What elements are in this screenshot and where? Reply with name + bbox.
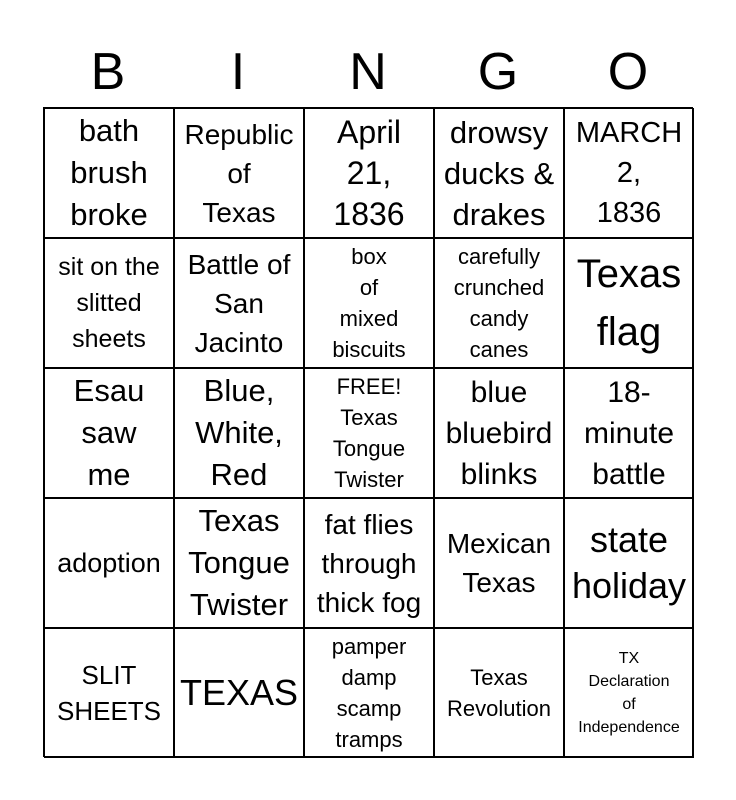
bingo-cell[interactable]: 18- minute battle <box>564 368 694 498</box>
bingo-cell[interactable]: TX Declaration of Independence <box>564 628 694 758</box>
bingo-cell[interactable]: TEXAS <box>174 628 304 758</box>
bingo-cell[interactable]: Texas Tongue Twister <box>174 498 304 628</box>
header-letter-b: B <box>90 43 126 101</box>
bingo-grid <box>43 107 693 757</box>
header-letter-n: N <box>349 43 387 101</box>
header-letter-o: O <box>607 43 649 101</box>
bingo-cell[interactable]: Battle of San Jacinto <box>174 238 304 368</box>
bingo-cell[interactable]: Republic of Texas <box>174 108 304 238</box>
bingo-cell[interactable]: Esau saw me <box>44 368 174 498</box>
bingo-cell[interactable]: carefully crunched candy canes <box>434 238 564 368</box>
bingo-cell[interactable]: adoption <box>44 498 174 628</box>
bingo-cell[interactable]: box of mixed biscuits <box>304 238 434 368</box>
bingo-cell[interactable]: blue bluebird blinks <box>434 368 564 498</box>
header-letter-g: G <box>477 43 519 101</box>
bingo-cell[interactable]: April 21, 1836 <box>304 108 434 238</box>
bingo-cell[interactable]: drowsy ducks & drakes <box>434 108 564 238</box>
bingo-cell[interactable]: bath brush broke <box>44 108 174 238</box>
bingo-cell[interactable]: state holiday <box>564 498 694 628</box>
bingo-cell[interactable]: Texas Revolution <box>434 628 564 758</box>
bingo-cell[interactable]: MARCH 2, 1836 <box>564 108 694 238</box>
bingo-cell[interactable]: Texas flag <box>564 238 694 368</box>
bingo-cell[interactable]: SLIT SHEETS <box>44 628 174 758</box>
bingo-cell[interactable]: Blue, White, Red <box>174 368 304 498</box>
bingo-cell[interactable]: Mexican Texas <box>434 498 564 628</box>
bingo-cell[interactable]: sit on the slitted sheets <box>44 238 174 368</box>
bingo-cell-free[interactable]: FREE! Texas Tongue Twister <box>304 368 434 498</box>
bingo-cell[interactable]: pamper damp scamp tramps <box>304 628 434 758</box>
bingo-cell[interactable]: fat flies through thick fog <box>304 498 434 628</box>
bingo-header <box>43 40 693 104</box>
header-letter-i: I <box>230 43 246 101</box>
